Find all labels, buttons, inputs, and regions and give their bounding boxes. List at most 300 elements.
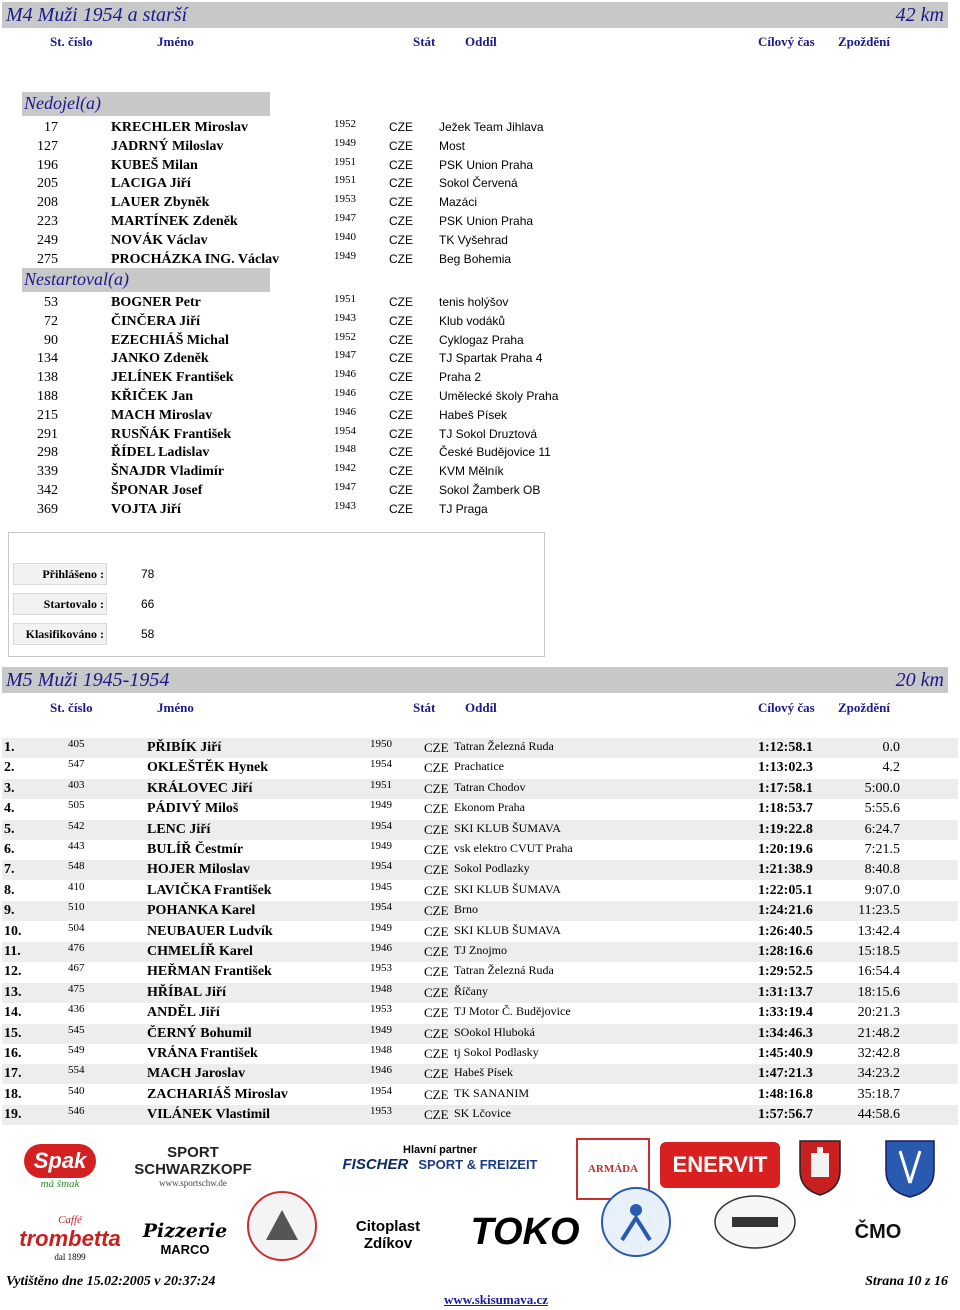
competitor-name: ŠPONAR Josef [111,483,203,498]
competitor-name: KUBEŠ Milan [111,157,198,173]
table-row [2,758,958,778]
time-gap: 21:48.2 [857,1025,900,1041]
country-code: CZE [389,332,413,347]
stat-classified-value: 58 [141,627,155,641]
col-header-gap: Zpoždění [838,34,891,49]
rank: 1. [4,740,15,755]
birth-year: 1949 [370,1023,392,1036]
bib-number: 542 [68,819,85,832]
bib-number: 540 [68,1084,85,1097]
time-gap: 0.0 [882,740,900,755]
bib-number: 549 [68,1044,85,1056]
col-header-number: St. číslo [50,34,93,49]
birth-year: 1954 [370,1084,392,1097]
competitor-name: NEUBAUER Ludvík [147,923,273,939]
coat-of-arms-icon [795,1136,845,1198]
club-name: tj Sokol Podlasky [454,1045,539,1059]
competitor-name: HŘÍBAL Jiří [147,984,226,1000]
toko-logo: TOKO [470,1210,580,1253]
bib-number: 196 [37,157,58,173]
time-gap: 8:40.8 [864,862,900,878]
birth-year: 1949 [370,840,392,852]
bib-number: 504 [68,921,85,934]
country-code: CZE [424,740,449,755]
club-name: tenis holýšov [439,295,509,309]
country-code: CZE [389,483,413,497]
country-code: CZE [389,351,413,366]
competitor-name: VRÁNA František [147,1046,258,1061]
birth-year: 1949 [334,249,356,262]
country-code: CZE [424,882,449,898]
table-row [2,1024,958,1044]
competitor-name: OKLEŠTĚK Hynek [147,760,268,776]
category-distance: 20 km [895,669,944,691]
competitor-name: LAVIČKA František [147,882,272,898]
section-did-not-start [22,268,270,292]
rank: 16. [4,1046,22,1061]
country-code: CZE [424,964,449,980]
country-code: CZE [389,138,413,153]
country-code: CZE [389,389,413,403]
club-name: TJ Spartak Praha 4 [439,351,543,366]
competitor-name: KRÁLOVEC Jiří [147,780,253,796]
bib-number: 208 [37,195,58,211]
skier-badge-icon [596,1182,676,1262]
bib-number: 405 [68,738,85,750]
spak-logo: Spak má šmak [20,1136,100,1198]
table-row [0,214,960,232]
category-title: M4 Muži 1954 a starší [6,4,188,26]
club-name: TK SANANIM [454,1085,529,1100]
finish-time: 1:47:21.3 [758,1066,813,1082]
category-title: M5 Muži 1945-1954 [6,669,170,691]
time-gap: 15:18.5 [857,944,900,959]
birth-year: 1952 [334,118,356,130]
club-name: TK Vyšehrad [439,232,508,247]
birth-year: 1951 [334,293,356,305]
table-row [2,738,958,758]
birth-year: 1953 [370,1003,392,1016]
birth-year: 1954 [334,424,356,437]
finish-time: 1:31:13.7 [758,984,813,1000]
table-row [0,249,960,270]
birth-year: 1946 [334,368,356,381]
stat-started-value: 66 [141,597,155,611]
club-name: Klub vodáků [439,313,506,328]
club-name: Tatran Chodov [454,779,526,794]
bib-number: 188 [37,389,58,404]
stat-classified-label: Klasifikováno : [13,623,107,645]
birth-year: 1951 [334,155,356,168]
country-code: CZE [424,923,449,939]
col-header-club: Oddíl [465,700,497,715]
country-code: CZE [424,780,449,796]
bib-number: 298 [37,445,58,461]
table-row [0,389,960,407]
time-gap: 6:24.7 [864,821,900,837]
bib-number: 17 [44,120,58,135]
rank: 11. [4,944,21,959]
country-code: CZE [389,176,413,191]
column-headers-m4 [0,34,960,52]
table-row [2,942,958,962]
table-row [0,351,960,369]
country-code: CZE [424,801,449,817]
table-row [0,445,960,463]
stat-registered-label: Přihlášeno : [13,563,107,585]
bib-number: 53 [44,295,58,310]
bib-number: 443 [68,840,85,852]
birth-year: 1951 [370,778,392,791]
country-code: CZE [389,251,413,266]
table-row [0,230,960,251]
country-code: CZE [424,903,449,919]
rank: 9. [4,903,15,919]
table-row [2,820,958,840]
competitor-name: BOGNER Petr [111,295,201,310]
bib-number: 545 [68,1023,85,1036]
bib-number: 339 [37,464,58,480]
competitor-name: KRECHLER Miroslav [111,120,249,135]
birth-year: 1942 [334,462,356,475]
club-name: Cyklogaz Praha [439,332,524,347]
birth-year: 1948 [370,1044,392,1056]
club-name: Mazáci [439,195,478,210]
rank: 2. [4,760,15,776]
bib-number: 127 [37,138,58,154]
country-code: CZE [424,1066,449,1082]
bib-number: 547 [68,758,85,771]
armada-logo: ARMÁDA [576,1138,650,1200]
competitor-name: JADRNÝ Miloslav [111,138,224,154]
time-gap: 44:58.6 [857,1107,900,1123]
birth-year: 1953 [334,193,356,206]
table-row [2,901,958,921]
col-header-state: Stát [413,700,436,715]
table-row [0,120,960,138]
finish-time: 1:17:58.1 [758,780,813,796]
club-name: KVM Mělník [439,464,504,479]
competitor-name: POHANKA Karel [147,903,256,919]
competitor-name: LAUER Zbyněk [111,195,210,211]
col-header-time: Cílový čas [758,34,815,49]
competitor-name: MACH Miroslav [111,407,213,423]
bib-number: 467 [68,962,85,975]
table-row [0,483,960,501]
bib-number: 369 [37,501,58,517]
citoplast-logo: Citoplast Zdíkov [355,1218,421,1252]
club-name: Tatran Železná Ruda [454,739,554,753]
country-code: CZE [389,295,413,309]
table-row [0,424,960,445]
club-name: Říčany [454,983,488,998]
country-code: CZE [389,313,413,328]
print-timestamp: Vytištěno dne 15.02:2005 v 20:37:24 [6,1274,216,1289]
rank: 10. [4,923,22,939]
table-row [2,1003,958,1023]
finish-time: 1:13:02.3 [758,760,813,776]
section-label: Nestartoval(a) [24,269,129,289]
country-code: CZE [424,842,449,857]
section-did-not-finish [22,92,270,116]
competitor-name: LACIGA Jiří [111,176,191,192]
country-code: CZE [389,370,413,385]
table-row [2,922,958,942]
stat-started-label: Startovalo : [13,593,107,615]
competitor-name: VOJTA Jiří [111,501,181,517]
bib-number: 554 [68,1064,85,1077]
country-code: CZE [389,407,413,422]
club-name: Sokol Žamberk OB [439,483,541,497]
table-row [2,1085,958,1105]
main-partner-logos: Hlavní partner FISCHER SPORT & FREIZEIT [342,1143,538,1173]
table-row [2,983,958,1003]
table-row [2,962,958,982]
club-name: TJ Praga [439,501,488,516]
country-code: CZE [389,157,413,172]
finish-time: 1:33:19.4 [758,1005,813,1021]
time-gap: 18:15.6 [857,984,900,1000]
club-name: Tatran Železná Ruda [454,963,554,978]
rank: 3. [4,780,15,796]
category-header-m4 [2,2,948,28]
country-code: CZE [424,1086,449,1102]
table-row [0,330,960,351]
sport-freizeit-logo: SPORT & FREIZEIT [418,1156,538,1172]
category-distance: 42 km [895,4,944,26]
finish-time: 1:12:58.1 [758,740,813,755]
competitor-name: HOJER Miloslav [147,862,251,878]
time-gap: 34:23.2 [857,1066,900,1082]
competitor-name: MACH Jaroslav [147,1066,246,1082]
birth-year: 1949 [370,799,392,812]
birth-year: 1947 [334,349,356,362]
rank: 18. [4,1086,22,1102]
time-gap: 32:42.8 [857,1046,900,1061]
competitor-name: HEŘMAN František [147,964,272,980]
table-row [0,405,960,426]
competitor-name: KŘIČEK Jan [111,389,194,404]
time-gap: 35:18.7 [857,1086,900,1102]
time-gap: 9:07.0 [864,882,900,898]
country-code: CZE [389,120,413,134]
birth-year: 1950 [370,738,392,750]
finish-time: 1:21:38.9 [758,862,813,878]
country-code: CZE [424,1107,449,1123]
club-name: TJ Znojmo [454,943,507,957]
rank: 14. [4,1005,22,1021]
time-gap: 4.2 [882,760,900,776]
birth-year: 1946 [334,405,356,418]
club-name: PSK Union Praha [439,214,534,228]
rank: 7. [4,862,15,878]
birth-year: 1946 [370,1064,392,1077]
birth-year: 1949 [370,921,392,934]
birth-year: 1940 [334,230,356,243]
competitor-name: PŘIBÍK Jiří [147,740,222,755]
website-link[interactable]: www.skisumava.cz [444,1292,549,1307]
col-header-number: St. číslo [50,700,93,715]
finish-time: 1:48:16.8 [758,1086,813,1102]
competitor-name: ČERNÝ Bohumil [147,1025,252,1041]
rank: 12. [4,964,22,980]
bib-number: 275 [37,251,58,267]
competitor-name: ČINČERA Jiří [111,313,201,329]
birth-year: 1948 [334,443,356,456]
time-gap: 7:21.5 [864,842,900,857]
sport-schwarzkopf-logo: SPORT SCHWARZKOPF www.sportschw.de [134,1144,252,1188]
bib-number: 475 [68,982,85,995]
birth-year: 1954 [370,819,392,832]
country-code: CZE [389,232,413,247]
finish-time: 1:45:40.9 [758,1046,813,1061]
rank: 4. [4,801,15,817]
page-number: Strana 10 z 16 [865,1274,948,1289]
bib-number: 223 [37,214,58,229]
time-gap: 16:54.4 [857,964,900,980]
birth-year: 1948 [370,982,392,995]
birth-year: 1953 [370,962,392,975]
competitor-name: BULÍŘ Čestmír [147,842,244,857]
col-header-gap: Zpoždění [838,700,891,715]
rank: 6. [4,842,15,857]
birth-year: 1954 [370,758,392,771]
rank: 5. [4,821,15,837]
table-row [0,155,960,176]
time-gap: 20:21.3 [857,1005,900,1021]
bib-number: 215 [37,407,58,423]
bib-number: 72 [44,313,58,329]
competitor-name: CHMELÍŘ Karel [147,944,253,959]
statistics-box [8,532,545,657]
club-name: Brno [454,902,478,917]
fischer-logo: FISCHER [342,1155,409,1173]
birth-year: 1954 [370,901,392,914]
rank: 13. [4,984,22,1000]
sponsor-logos [0,1130,960,1270]
bib-number: 510 [68,901,85,914]
col-header-time: Cílový čas [758,700,815,715]
birth-year: 1943 [334,499,356,512]
cmo-logo: ČMO [854,1220,902,1243]
country-code: CZE [389,214,413,228]
competitor-name: RUSŇÁK František [111,426,232,442]
country-code: CZE [424,821,449,837]
col-header-state: Stát [413,34,436,49]
competitor-name: JANKO Zdeněk [111,351,209,367]
competitor-name: JELÍNEK František [111,370,234,386]
bib-number: 342 [37,483,58,498]
col-header-name: Jméno [157,700,194,715]
country-code: CZE [424,862,449,878]
table-row [2,779,958,799]
enervit-logo: ENERVIT [660,1142,780,1188]
bib-number: 403 [68,778,85,791]
table-row [2,1044,958,1064]
birth-year: 1947 [334,212,356,224]
table-row [2,840,958,860]
birth-year: 1946 [334,387,356,399]
competitor-name: NOVÁK Václav [111,232,208,248]
country-code: CZE [424,1025,449,1041]
table-row [0,311,960,332]
table-row [0,195,960,213]
competitor-name: PÁDIVÝ Miloš [147,801,239,817]
country-code: CZE [389,195,413,210]
club-name: Habeš Písek [439,407,508,422]
ski-school-badge-icon [242,1186,322,1266]
club-name: vsk elektro CVUT Praha [454,841,573,855]
birth-year: 1947 [334,481,356,493]
club-name: Most [439,138,466,153]
club-name: SKI KLUB ŠUMAVA [454,922,561,937]
stat-registered-value: 78 [141,567,155,581]
col-header-club: Oddíl [465,34,497,49]
bib-number: 205 [37,176,58,192]
country-code: CZE [389,464,413,479]
bib-number: 90 [44,332,58,348]
club-name: Praha 2 [439,370,482,385]
table-row [2,799,958,819]
finish-time: 1:28:16.6 [758,944,813,959]
bib-number: 548 [68,860,85,873]
birth-year: 1952 [334,330,356,343]
country-code: CZE [389,426,413,441]
rank: 15. [4,1025,22,1041]
finish-time: 1:19:22.8 [758,821,813,837]
bib-number: 436 [68,1003,85,1016]
table-row [0,499,960,520]
competitor-name: ZACHARIÁŠ Miroslav [147,1086,288,1102]
club-name: Prachatice [454,759,504,774]
country-code: CZE [424,1005,449,1021]
club-name: SKI KLUB ŠUMAVA [454,820,561,835]
bib-number: 546 [68,1105,85,1118]
bib-number: 410 [68,880,85,893]
table-row [0,295,960,313]
country-code: CZE [389,445,413,460]
finish-time: 1:18:53.7 [758,801,813,817]
finish-time: 1:29:52.5 [758,964,813,980]
table-row [2,1105,958,1125]
table-row [0,370,960,388]
finish-time: 1:24:21.6 [758,903,813,919]
rank: 19. [4,1107,22,1123]
table-row [2,1064,958,1084]
sport-shop-badge-icon [710,1192,800,1252]
column-headers-m5 [0,700,960,718]
club-name: Umělecké školy Praha [439,389,559,403]
club-name: Ježek Team Jihlava [439,120,544,134]
competitor-name: LENC Jiří [147,821,211,837]
club-name: SK Lčovice [454,1106,511,1121]
competitor-name: ANDĚL Jiří [147,1005,220,1021]
competitor-name: ŘÍDEL Ladislav [111,445,210,461]
club-name: SOokol Hluboká [454,1024,535,1039]
table-row [0,464,960,482]
country-code: CZE [424,760,449,776]
competitor-name: ŠNAJDR Vladimír [111,464,224,480]
time-gap: 13:42.4 [857,923,900,939]
ski-club-shield-icon [880,1136,940,1200]
category-header-m5 [2,667,948,693]
competitor-name: EZECHIÁŠ Michal [111,332,229,348]
birth-year: 1954 [370,860,392,873]
club-name: Ekonom Praha [454,800,525,815]
table-row [0,136,960,157]
bib-number: 505 [68,799,85,812]
birth-year: 1953 [370,1105,392,1118]
